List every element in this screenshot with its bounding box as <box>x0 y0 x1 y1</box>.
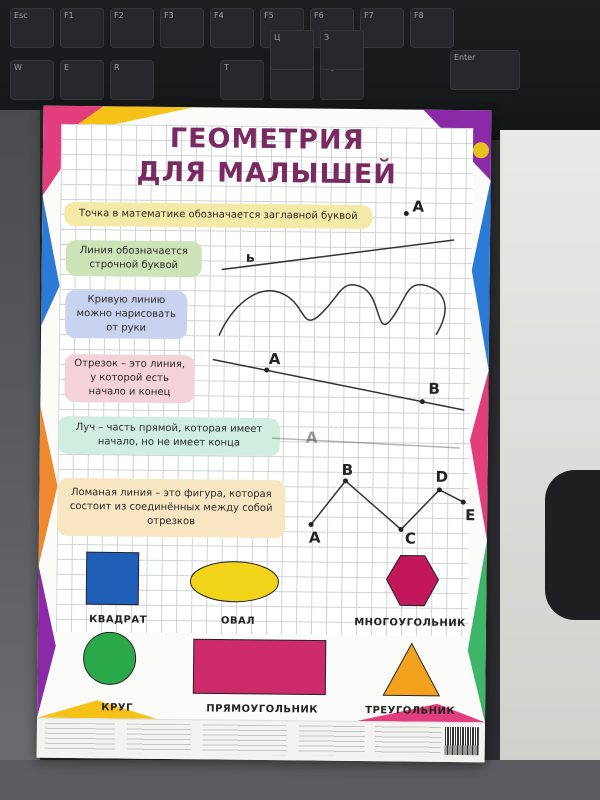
label-square: КВАДРАТ <box>89 614 148 626</box>
square-shape <box>86 552 139 605</box>
segment-point-a <box>264 367 269 372</box>
poster-title-line1: ГЕОМЕТРИЯ <box>169 122 365 157</box>
keyboard-key: F5 <box>260 8 304 48</box>
triangle-shape <box>383 643 440 696</box>
barcode <box>445 727 479 755</box>
keyboard-key: E <box>60 60 104 100</box>
keyboard-key: Ц <box>270 30 314 70</box>
keyboard-key: F3 <box>160 8 204 48</box>
statement-line: Линия обозначается строчной буквой <box>66 240 202 277</box>
segment-label-a: A <box>268 350 281 369</box>
desk-bottom <box>0 760 600 800</box>
segment-label-b: B <box>428 379 441 398</box>
poly-label-b: B <box>341 460 354 479</box>
polygon-shape <box>386 555 439 606</box>
poly-label-c: C <box>404 529 417 548</box>
footer-fineprint-3 <box>203 724 287 755</box>
label-circle: КРУГ <box>101 702 133 714</box>
poly-label-e: E <box>465 506 476 525</box>
statement-point: Точка в математике обозначается заглавной буквой <box>64 202 372 229</box>
ray-label: A <box>305 428 318 447</box>
keyboard-key: F1 <box>60 8 104 48</box>
statement-curve: Кривую линию можно нарисовать от руки <box>65 290 187 339</box>
segment-point-b <box>420 399 425 404</box>
segment-line <box>212 359 464 410</box>
poly-label-d: D <box>435 467 449 486</box>
keyboard-key: F4 <box>210 8 254 48</box>
circle-shape <box>83 632 136 685</box>
straight-line <box>222 238 454 272</box>
statement-segment: Отрезок – это линия, у которой есть начало и конец <box>64 354 194 403</box>
keyboard-key: F8 <box>410 8 454 48</box>
geometry-poster <box>37 106 492 763</box>
footer-fineprint-5 <box>375 726 441 757</box>
keyboard-key: R <box>110 60 154 100</box>
point-dot <box>404 211 409 216</box>
poly-label-a: A <box>308 528 321 547</box>
rectangle-shape <box>193 639 326 694</box>
line-label: ь <box>245 249 255 266</box>
point-label: A <box>412 197 425 216</box>
desk-right <box>500 130 600 800</box>
statement-ray: Луч – часть прямой, которая имеет начало, но не имеет конца <box>58 416 280 456</box>
footer-fineprint-1 <box>45 723 115 754</box>
mouse <box>545 470 600 620</box>
poly-point-e <box>461 500 466 505</box>
oval-shape <box>190 561 278 602</box>
ray-line <box>272 438 460 448</box>
label-oval: ОВАЛ <box>220 615 256 627</box>
keyboard-key: F2 <box>110 8 154 48</box>
footer-fineprint-2 <box>127 724 191 755</box>
keyboard-key: Т <box>220 60 264 100</box>
curved-line <box>219 282 445 337</box>
desk-left <box>0 110 40 800</box>
poster-footer <box>37 718 485 763</box>
label-polygon: МНОГОУГОЛЬНИК <box>354 616 466 630</box>
geometry-diagrams <box>37 106 491 723</box>
keyboard-key: F6 <box>310 8 354 48</box>
keyboard-key: W <box>10 60 54 100</box>
poster-title-line2: ДЛЯ МАЛЫШЕЙ <box>136 156 397 191</box>
keyboard-key: F7 <box>360 8 404 48</box>
keyboard-key: Esc <box>10 8 54 48</box>
label-rectangle: ПРЯМОУГОЛЬНИК <box>206 703 319 716</box>
label-triangle: ТРЕУГОЛЬНИК <box>365 705 456 718</box>
keyboard-key: Enter <box>450 50 520 90</box>
keyboard-key: З <box>320 30 364 70</box>
statement-polyline: Ломаная линия – это фигура, которая состоит из соединённых между собой отрезков <box>57 478 286 538</box>
footer-fineprint-4 <box>299 725 365 756</box>
